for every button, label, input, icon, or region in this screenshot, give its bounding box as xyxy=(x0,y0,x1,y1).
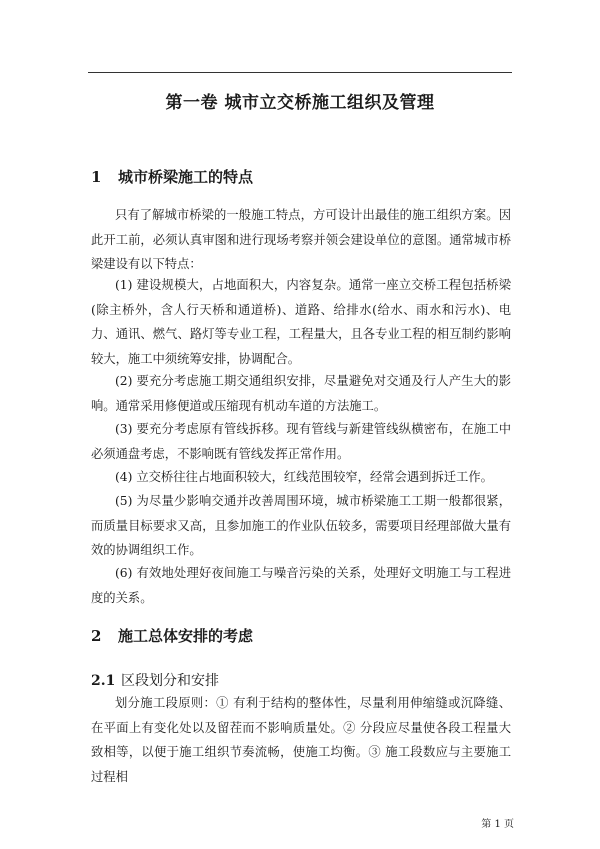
section-number: 2 xyxy=(91,627,102,645)
subsection-number: 2.1 xyxy=(91,673,116,689)
section-number: 1 xyxy=(91,168,102,186)
page-title: 第一卷 城市立交桥施工组织及管理 xyxy=(165,93,435,113)
page-number: 第 1 页 xyxy=(481,819,514,830)
list-item-1: (1) 建设规模大，占地面积大，内容复杂。通常一座立交桥工程包括桥梁(除主桥外，含人行天桥和通道桥)、道路、给排水(给水、雨水和污水)、电力、通讯、燃气、路灯等专业工程，工程量大，且各专业工程的相互制约影响较大，施工中须统筹安排，协调配合。 xyxy=(91,278,511,366)
section-title: 施工总体安排的考虑 xyxy=(118,627,254,645)
list-item-3: (3) 要充分考虑原有管线拆移。现有管线与新建管线纵横密布，在施工中必须通盘考虑，不影响既有管线发挥正常作用。 xyxy=(91,422,511,461)
list-item-6: (6) 有效地处理好夜间施工与噪音污染的关系，处理好文明施工与工程进度的关系。 xyxy=(91,566,511,605)
subsection-title: 区段划分和安排 xyxy=(121,673,219,689)
subsection-paragraph: 划分施工段原则：① 有利于结构的整体性，尽量利用伸缩缝或沉降缝、在平面上有变化处以及留茬而不影响质量处。② 分段应尽量使各段工程量大致相等，以便于施工组织节奏流畅，使施工均衡。③ 施工段数应与主要施工过程相 xyxy=(91,696,511,784)
intro-paragraph: 只有了解城市桥梁的一般施工特点，方可设计出最佳的施工组织方案。因此开工前，必须认真审图和进行现场考察并领会建设单位的意图。通常城市桥梁建设有以下特点： xyxy=(91,208,511,271)
section-title: 城市桥梁施工的特点 xyxy=(118,168,254,186)
section-heading-1 xyxy=(91,166,253,187)
subsection-heading-2-1 xyxy=(91,670,219,690)
header-rule xyxy=(88,72,512,73)
list-item-4: (4) 立交桥往往占地面积较大，红线范围较窄，经常会遇到拆迁工作。 xyxy=(115,470,493,484)
list-item-5: (5) 为尽量少影响交通并改善周围环境，城市桥梁施工工期一般都很紧，而质量目标要求又高，且参加施工的作业队伍较多，需要项目经理部做大量有效的协调组织工作。 xyxy=(91,494,511,557)
section-heading-2 xyxy=(91,625,253,646)
list-item-2: (2) 要充分考虑施工期交通组织安排，尽量避免对交通及行人产生大的影响。通常采用修便道或压缩现有机动车道的方法施工。 xyxy=(91,374,511,413)
